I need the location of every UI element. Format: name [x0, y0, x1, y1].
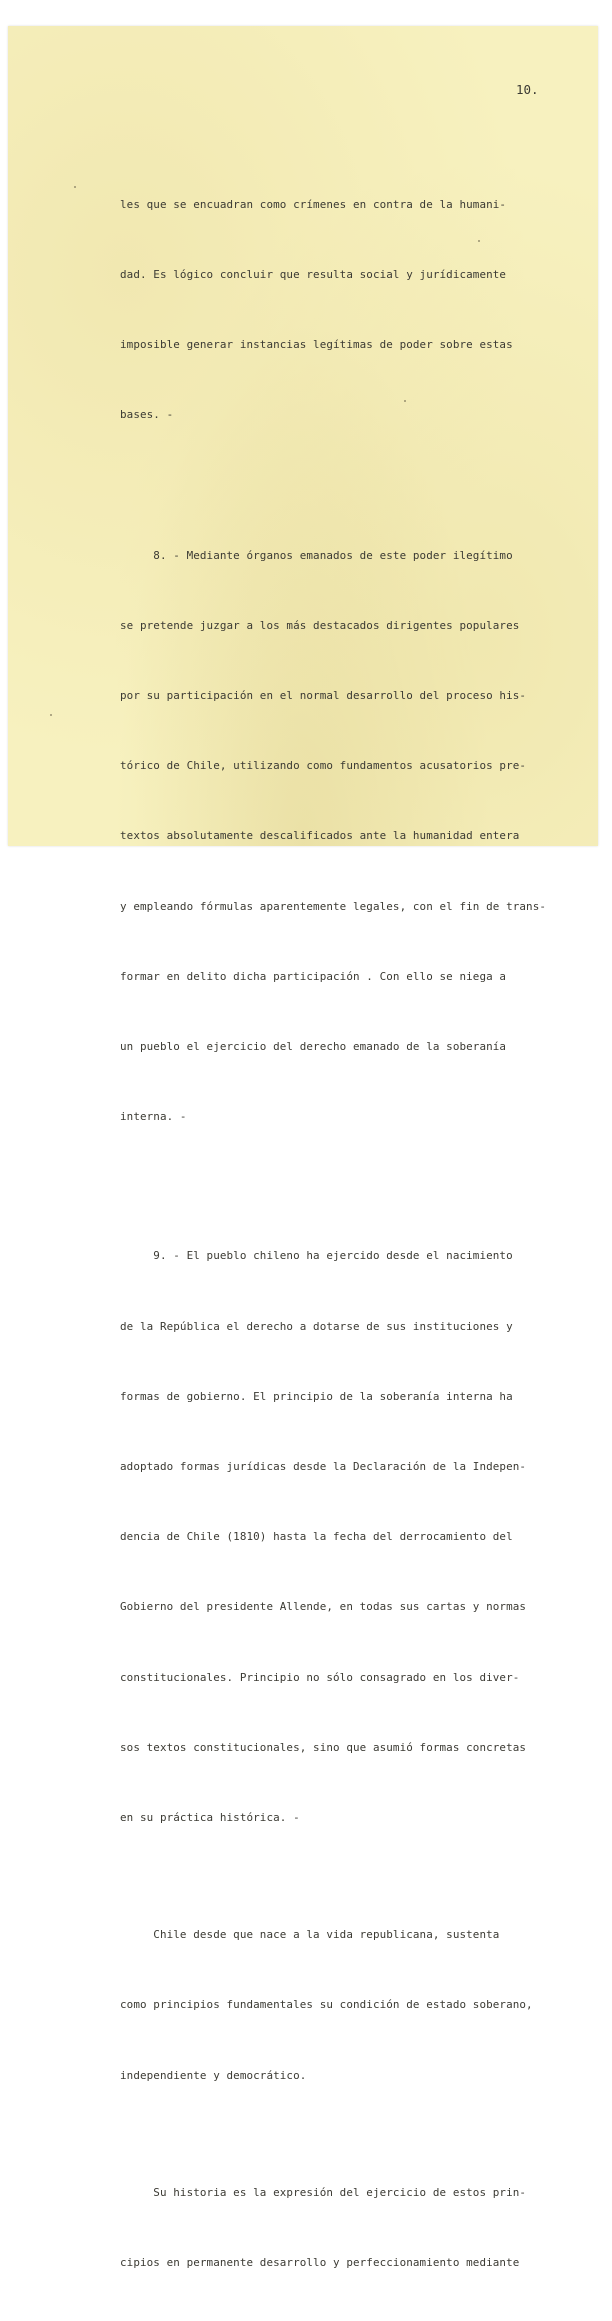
text-line: formar en delito dicha participación . Con ello se niega a [120, 969, 507, 983]
paper-speck [50, 714, 52, 716]
document-page [8, 26, 598, 2269]
text-line: dad. Es lógico concluir que resulta social y jurídicamente [120, 268, 507, 282]
paper-speck [74, 186, 76, 188]
text-line: un pueblo el ejercicio del derecho emanado de la soberanía [120, 1040, 507, 1054]
text-line: independiente y democrático. [120, 2068, 307, 2082]
text-line: cipios en permanente desarrollo y perfeccionamiento mediante [120, 2255, 520, 2269]
text-line: interna. - [120, 1110, 187, 1124]
text-line: se pretende juzgar a los más destacados dirigentes populares [120, 618, 520, 632]
text-line: bases. - [120, 408, 174, 422]
text-line: Gobierno del presidente Allende, en todas sus cartas y normas [120, 1600, 527, 1614]
text-line: les que se encuadran como crímenes en contra de la humani- [120, 197, 507, 211]
text-line: formas de gobierno. El principio de la soberanía interna ha [120, 1389, 513, 1403]
paragraph-historia [120, 2134, 580, 2321]
text-line: Chile desde que nace a la vida republicana, sustenta [120, 1928, 500, 1942]
paragraph-spacer [120, 1175, 580, 1197]
text-line: imposible generar instancias legítimas de poder sobre estas [120, 338, 513, 352]
text-line: como principios fundamentales su condición de estado soberano, [120, 1998, 533, 2012]
text-line: 9. - El pueblo chileno ha ejercido desde el nacimiento [120, 1249, 513, 1263]
text-line: dencia de Chile (1810) hasta la fecha del derrocamiento del [120, 1530, 513, 1544]
text-line: adoptado formas jurídicas desde la Declaración de la Indepen- [120, 1459, 527, 1473]
text-line: textos absolutamente descalificados ante la humanidad entera [120, 829, 520, 843]
paper-speck [404, 400, 406, 402]
text-line: 8. - Mediante órganos emanados de este poder ilegítimo [120, 548, 513, 562]
text-line: sos textos constitucionales, sino que asumió formas concretas [120, 1740, 527, 1754]
page-number: 10. [516, 82, 539, 97]
text-line: constitucionales. Principio no sólo consagrado en los diver- [120, 1670, 520, 1684]
document-body [120, 146, 580, 2321]
text-line: y empleando fórmulas aparentemente legales, con el fin de trans- [120, 899, 547, 913]
paragraph-8 [120, 497, 580, 1176]
text-line: por su participación en el normal desarrollo del proceso his- [120, 688, 527, 702]
paragraph-1 [120, 146, 580, 474]
text-line: en su práctica histórica. - [120, 1811, 300, 1825]
paper-speck [478, 240, 480, 242]
paragraph-9 [120, 1197, 580, 1876]
text-line: tórico de Chile, utilizando como fundamentos acusatorios pre- [120, 759, 527, 773]
text-line: Su historia es la expresión del ejercicio de estos prin- [120, 2185, 527, 2199]
paragraph-spacer [120, 474, 580, 497]
paragraph-chile [120, 1876, 580, 2133]
text-line: de la República el derecho a dotarse de sus instituciones y [120, 1319, 513, 1333]
